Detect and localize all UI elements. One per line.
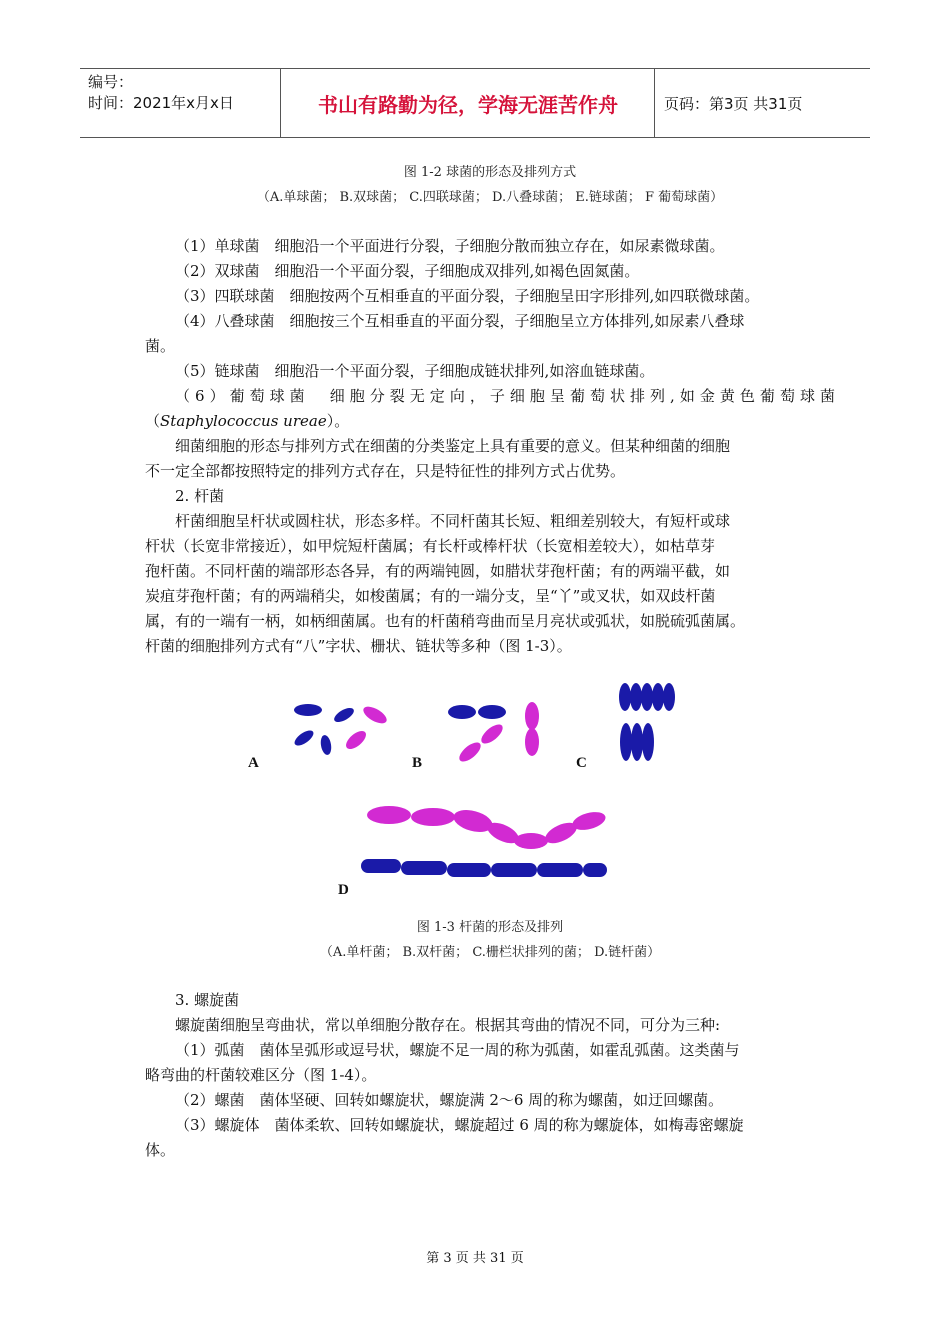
para-staphylococcus-2 [145, 409, 835, 434]
fig13-subcaption: （A.单杆菌； B.双杆菌； C.栅栏状排列的菌； D.链杆菌） [319, 945, 661, 960]
header-motto: 书山有路勤为径，学海无涯苦作舟 [282, 69, 655, 137]
rod-cell [294, 704, 322, 716]
fig13-label-a: A [248, 755, 259, 771]
fig13-a-single-rods [280, 690, 400, 770]
para-staphylococcus-1: （6）葡萄球菌 细胞分裂无定向，子细胞呈葡萄状排列,如金黄色葡萄球菌 [175, 387, 835, 405]
rod-cell [447, 863, 491, 877]
para-tetrad: （3）四联球菌 细胞按两个互相垂直的平面分裂，子细胞呈田字形排列,如四联微球菌。 [175, 287, 760, 305]
para-spirochete-2: 体。 [145, 1141, 176, 1159]
rod-cell [361, 859, 401, 873]
header-page-label: 页码：第3页 共31页 [664, 94, 803, 113]
rod-cell [478, 705, 506, 719]
heading-spirilla: 3. 螺旋菌 [175, 991, 240, 1009]
species-name: Staphylococcus ureae [160, 412, 327, 430]
fig13-b-diplobacilli [440, 690, 560, 770]
page-header [80, 68, 870, 138]
para-vibrio-2: 略弯曲的杆菌较难区分（图 1-4）。 [145, 1066, 377, 1084]
rod-cell [491, 863, 537, 877]
page-footer: 第 3 页 共 31 页 [426, 1251, 524, 1266]
rod-cell [361, 703, 390, 726]
para-sarcina-2: 菌。 [145, 337, 176, 355]
para-streptococcus: （5）链球菌 细胞沿一个平面分裂，子细胞成链状排列,如溶血链球菌。 [175, 362, 655, 380]
header-meta [80, 69, 281, 137]
fig13-label-b: B [412, 755, 423, 771]
fig13-label-d: D [338, 882, 349, 898]
para-bacilli-2: 杆状（长宽非常接近），如甲烷短杆菌属；有长杆或棒杆状（长宽相差较大），如枯草芽 [145, 537, 716, 555]
para-sarcina-1: （4）八叠球菌 细胞按三个互相垂直的平面分裂，子细胞呈立方体排列,如尿素八叠球 [175, 312, 745, 330]
rod-cell [343, 728, 369, 753]
para-bacilli-5: 属，有的一端有一柄，如柄细菌属。也有的杆菌稍弯曲而呈月亮状或弧状，如脱硫弧菌属。 [145, 612, 746, 630]
rod-cell [456, 739, 484, 765]
number-label: 编号： [88, 73, 134, 91]
rod-cell [478, 721, 506, 747]
heading-bacilli: 2. 杆菌 [175, 487, 225, 505]
fig12-subcaption: （A.单球菌； B.双球菌； C.四联球菌； D.八叠球菌； E.链球菌； F 葡萄球菌） [256, 190, 724, 205]
para-bacilli-3: 孢杆菌。不同杆菌的端部形态各异，有的两端钝圆，如腊状芽孢杆菌；有的两端平截，如 [145, 562, 731, 580]
para-vibrio-1: （1）弧菌 菌体呈弧形或逗号状，螺旋不足一周的称为弧菌，如霍乱弧菌。这类菌与 [175, 1041, 740, 1059]
para-single-coccus: （1）单球菌 细胞沿一个平面进行分裂，子细胞分散而独立存在，如尿素微球菌。 [175, 237, 725, 255]
para-bacilli-6: 杆菌的细胞排列方式有“八”字状、栅状、链状等多种（图 1-3）。 [145, 637, 572, 655]
fig12-caption: 图 1-2 球菌的形态及排列方式 [403, 165, 577, 180]
para-bacilli-4: 炭疽芽孢杆菌；有的两端稍尖，如梭菌属；有的一端分支，呈“丫”或叉状，如双歧杆菌 [145, 587, 716, 605]
rod-cell [525, 702, 539, 730]
rod-cell [663, 683, 675, 711]
fig13-caption: 图 1-3 杆菌的形态及排列 [416, 920, 564, 935]
rod-cell [514, 833, 548, 849]
para-significance-1: 细菌细胞的形态与排列方式在细菌的分类鉴定上具有重要的意义。但某种细菌的细胞 [175, 437, 731, 455]
fig13-c-palisade [615, 680, 685, 770]
para-diplococcus: （2）双球菌 细胞沿一个平面分裂，子细胞成双排列,如褐色固氮菌。 [175, 262, 640, 280]
para-spirillum: （2）螺菌 菌体坚硬、回转如螺旋状，螺旋满 2～6 周的称为螺菌，如迂回螺菌。 [175, 1091, 724, 1109]
paren-close: ）。 [326, 412, 350, 430]
time-label: 时间：2021年x月x日 [88, 94, 234, 112]
para-significance-2: 不一定全部都按照特定的排列方式存在，只是特征性的排列方式占优势。 [145, 462, 626, 480]
rod-cell [319, 734, 332, 755]
rod-cell [448, 705, 476, 719]
rod-cell [411, 808, 455, 826]
para-spirochete-1: （3）螺旋体 菌体柔软、回转如螺旋状，螺旋超过 6 周的称为螺旋体，如梅毒密螺旋 [175, 1116, 744, 1134]
rod-cell [451, 806, 495, 836]
rod-cell [631, 723, 643, 761]
rod-cell [583, 863, 607, 877]
para-bacilli-1: 杆菌细胞呈杆状或圆柱状，形态多样。不同杆菌其长短、粗细差别较大，有短杆或球 [175, 512, 731, 530]
fig13-label-c: C [576, 755, 587, 771]
rod-cell [401, 861, 447, 875]
rod-cell [630, 683, 642, 711]
rod-cell [641, 683, 653, 711]
rod-cell [620, 723, 632, 761]
rod-cell [525, 728, 539, 756]
rod-cell [367, 806, 411, 824]
fig13-d-streptobacilli [355, 795, 615, 885]
rod-cell [537, 863, 583, 877]
rod-cell [652, 683, 664, 711]
rod-cell [619, 683, 631, 711]
rod-cell [292, 728, 316, 749]
rod-cell [642, 723, 654, 761]
paren-open: （ [145, 412, 161, 430]
rod-cell [332, 705, 356, 725]
para-spiral-intro: 螺旋菌细胞呈弯曲状，常以单细胞分散存在。根据其弯曲的情况不同，可分为三种: [175, 1016, 721, 1034]
